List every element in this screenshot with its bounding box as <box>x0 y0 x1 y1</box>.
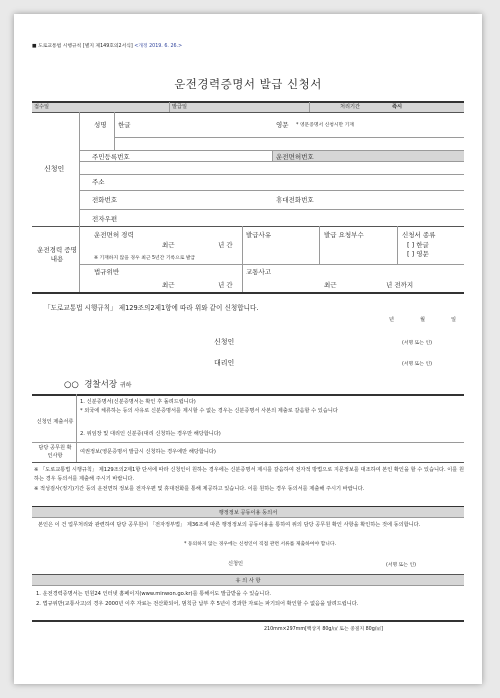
applicant-section-label: 신청인 <box>44 165 65 173</box>
consent-body-tail: * 동의하지 않는 경우에는 신청인이 직접 관련 서류를 제출하여야 합니다. <box>184 542 337 547</box>
applicant-signature-label: 신청인 <box>214 338 235 346</box>
copy-count-label: 발급 요청부수 <box>324 231 364 239</box>
aptitude-note: ※ 적성검사(정기)기간 등의 운전면허 정보를 전자우편 및 휴대전화를 통해 제공하고 있습니다. 이를 원하는 경우 동의서를 제출해 주시기 바랍니다. <box>34 486 365 492</box>
accident-label: 교통사고 <box>246 268 272 276</box>
license-career-years: 년 간 <box>218 241 233 249</box>
date-day: 일 <box>451 317 457 323</box>
consent-title: 행정정보 공동이용 동의서 <box>218 510 278 516</box>
violation-recent: 최근 <box>162 281 175 289</box>
violation-years: 년 간 <box>218 281 233 289</box>
english-name-label: 영문 <box>276 121 289 129</box>
purpose-label: 발급사유 <box>246 231 272 239</box>
license-career-label: 운전면허 경력 <box>94 231 134 239</box>
application-form-page <box>14 14 482 684</box>
documents-item-1-note: * 외국에 체류하는 등의 사유로 신분증명서를 제시할 수 없는 경우는 신분증명서 사본의 제출로 갈음할 수 있습니다 <box>80 408 338 414</box>
date-month: 월 <box>420 317 426 323</box>
agent-signature-label: 대리인 <box>214 359 235 367</box>
receipt-number-label: 접수일 <box>34 104 50 110</box>
english-checkbox[interactable]: [ ] 영문 <box>407 250 429 258</box>
official-content: 여권정보(영문증명서 발급시 신청하는 경우에만 해당합니다) <box>80 449 216 455</box>
issue-date-label: 발급일 <box>172 104 188 110</box>
addressee-name: 경찰서장 <box>84 380 118 390</box>
processing-period-label: 처리기간 <box>340 104 361 110</box>
form-title: 운전경력증명서 발급 신청서 <box>174 77 322 91</box>
form-marker: ■ <box>32 44 37 49</box>
caution-item-2: 2. 법규위반(교통사고)의 경우 2000년 이후 자료는 전산화되어, 범칙금 납부 후 5년이 경과한 자료는 파기되어 확인할 수 없음을 알려드립니다. <box>36 601 359 607</box>
addressee-suffix: 귀하 <box>119 382 132 389</box>
career-section-label: 운전경력 증명내용 <box>37 246 77 263</box>
form-number: 도로교통법 시행규칙 [별지 제149호의2서식] <box>38 44 133 49</box>
certificate-type-label: 신청서 종류 <box>402 231 436 239</box>
hangul-name-label: 한글 <box>118 121 131 129</box>
caution-item-1: 1. 운전경력증명서는 민원24 인터넷 홈페이지(www.minwon.go.kr)를 통해서도 발급받을 수 있습니다. <box>36 591 271 597</box>
consent-sign-label: 신청인 <box>228 561 244 567</box>
phone-label: 전화번호 <box>92 196 118 204</box>
mobile-label: 휴대전화번호 <box>276 196 314 204</box>
form-revision: <개정 2019. 6. 26.> <box>134 44 183 49</box>
consent-sign-mark[interactable]: (서명 또는 인) <box>386 563 416 568</box>
form-reference <box>32 42 182 49</box>
official-label: 담당 공무원 확인사항 <box>38 445 72 459</box>
addressee-circles: ○○ <box>64 380 79 390</box>
license-career-note: ※ 기재하지 않을 경우 최근 5년간 기록으로 발급 <box>94 256 196 261</box>
accident-until: 년 전까지 <box>386 281 414 289</box>
korean-checkbox[interactable]: [ ] 한글 <box>407 241 429 249</box>
name-label: 성명 <box>94 121 107 129</box>
caution-title: 유 의 사 항 <box>235 578 261 584</box>
agent-signature-mark[interactable]: (서명 또는 인) <box>402 362 432 367</box>
license-career-recent: 최근 <box>162 241 175 249</box>
consent-body: 본인은 이 건 업무처리와 관련하여 담당 공무원이 「전자정부법」 제36조에 따른 행정정보의 공동이용을 통하여 위의 담당 공무원 확인 사항을 확인하는 것에 동의합니다. <box>38 522 421 528</box>
processing-period-value: 즉시 <box>392 104 403 110</box>
documents-label: 신청인 제출서류 <box>36 419 74 425</box>
email-label: 전자우편 <box>92 215 118 223</box>
statement-text: 「도로교통법 시행규칙」 제129조의2제1항에 따라 위와 같이 신청합니다. <box>44 304 259 312</box>
english-name-note: * 영문증명서 신청시만 기재 <box>296 123 354 128</box>
date-year: 년 <box>389 317 395 323</box>
fingerprint-note: ※ 「도로교통법 시행규칙」 제129조의2제1항 단서에 따라 신청인이 원하는 경우에는 신분증명서 제시를 갈음하여 전자적 방법으로 지문정보를 대조하여 본인 확인을 할 수 있습니다. 이를 원하는 경우 동의서를 제출해 주시기 바랍니다. <box>34 467 464 482</box>
addressee <box>64 378 131 390</box>
rrn-label: 주민등록번호 <box>92 153 130 161</box>
documents-item-1: 1. 신분증명서(신분증명서는 확인 후 돌려드립니다) <box>80 399 196 405</box>
violation-label: 법규위반 <box>94 268 120 276</box>
address-label: 주소 <box>92 178 105 186</box>
paper-spec: 210mm×297mm[백상지 80g/㎡ 또는 중질지 80g/㎡] <box>264 627 384 632</box>
documents-item-2: 2. 위임장 및 대리인 신분증(대리 신청하는 경우만 해당합니다) <box>80 431 221 437</box>
accident-recent: 최근 <box>324 281 337 289</box>
applicant-signature-mark[interactable]: (서명 또는 인) <box>402 341 432 346</box>
license-number-label: 운전면허번호 <box>276 153 314 161</box>
